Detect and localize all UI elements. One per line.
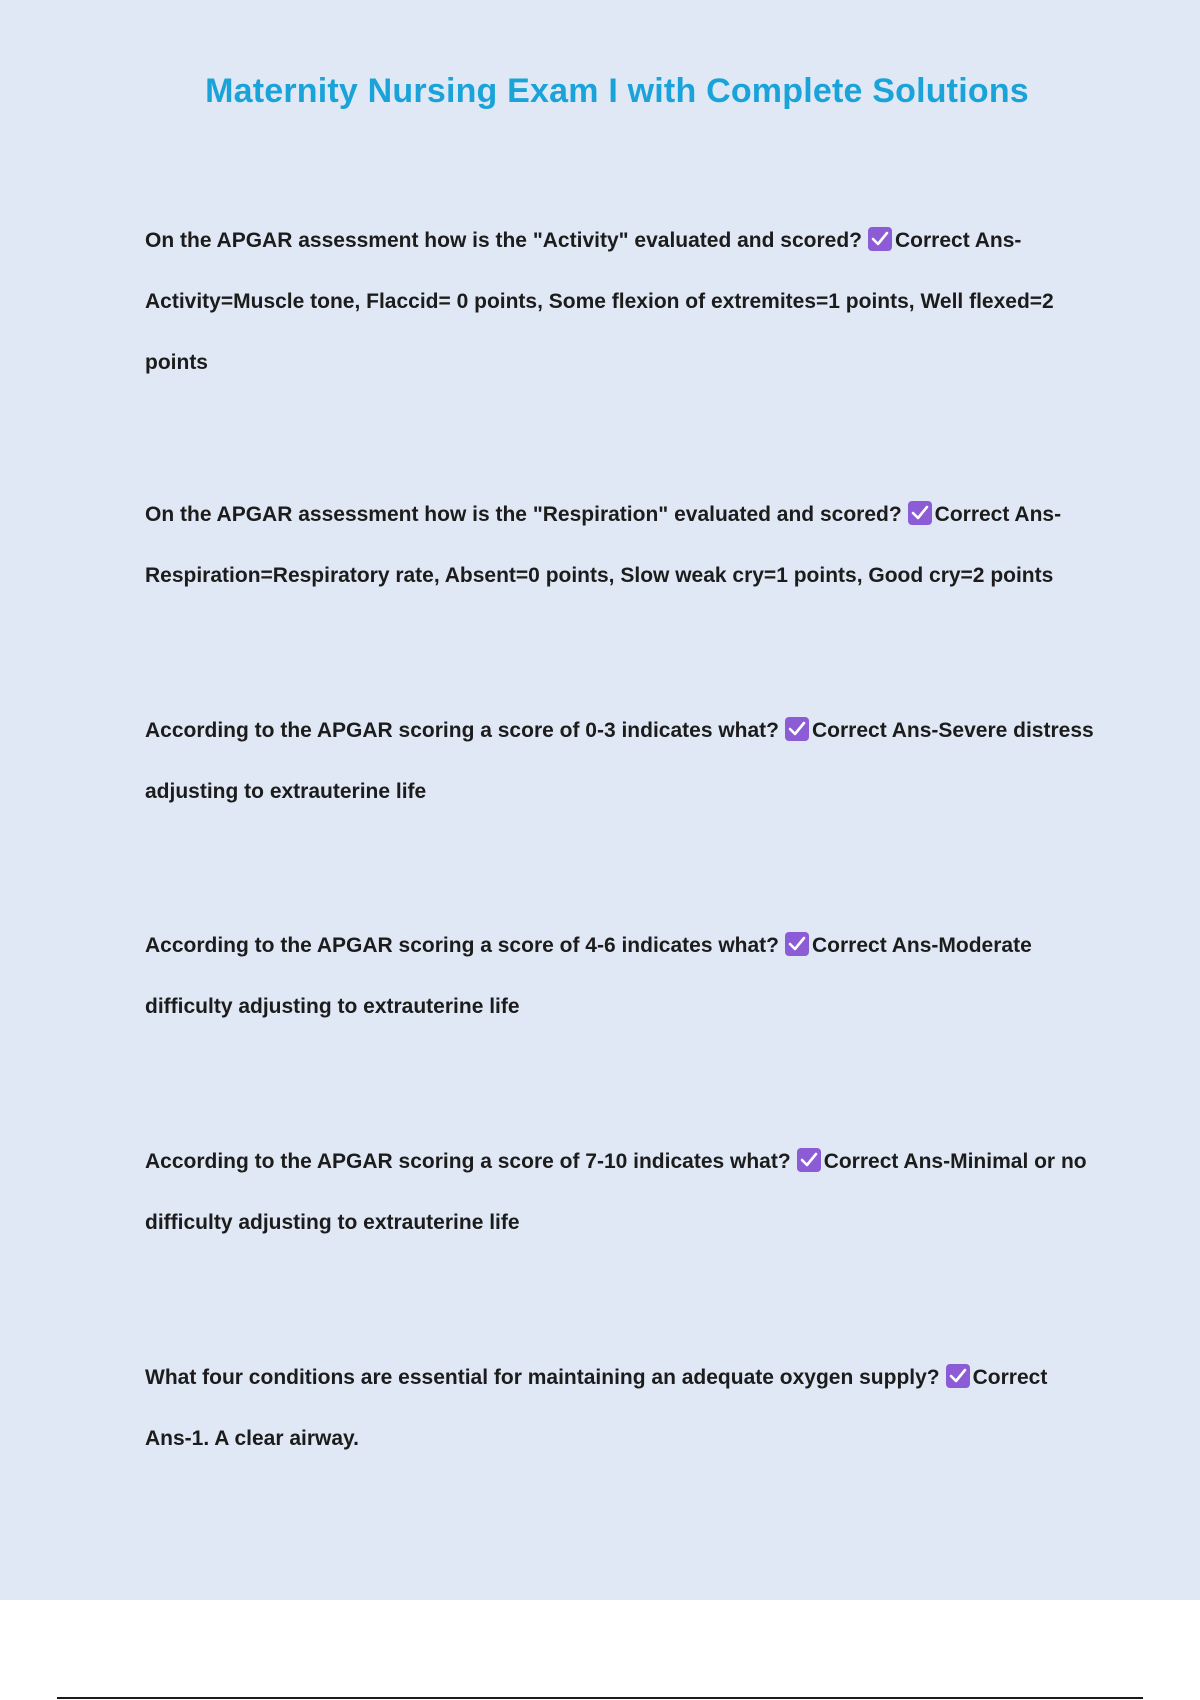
answer-text: Correct Ans-Respiration=Respiratory rate, Absent=0 points, Slow weak cry=1 points, Good cry=2 points	[145, 503, 1062, 587]
question-text: According to the APGAR scoring a score of 7-10 indicates what?	[145, 1150, 791, 1173]
check-box-icon	[946, 1364, 970, 1388]
qa-item	[145, 1131, 1095, 1253]
check-box-icon	[908, 501, 932, 525]
footer-divider	[57, 1697, 1143, 1699]
qa-item	[145, 210, 1095, 393]
question-text: On the APGAR assessment how is the "Respiration" evaluated and scored?	[145, 503, 902, 526]
answer-text: Correct Ans-Activity=Muscle tone, Flaccid= 0 points, Some flexion of extremites=1 points, Well flexed=2 points	[145, 229, 1054, 374]
check-box-icon	[797, 1148, 821, 1172]
answer-text: Correct Ans-1. A clear airway.	[145, 1366, 1048, 1450]
document-title: Maternity Nursing Exam I with Complete Solutions	[205, 72, 1029, 110]
answer-text: Correct Ans-Minimal or no difficulty adjusting to extrauterine life	[145, 1150, 1087, 1234]
qa-item	[145, 484, 1095, 606]
check-box-icon	[785, 932, 809, 956]
question-text: According to the APGAR scoring a score of 0-3 indicates what?	[145, 719, 779, 742]
check-box-icon	[868, 227, 892, 251]
question-text: What four conditions are essential for maintaining an adequate oxygen supply?	[145, 1366, 940, 1389]
question-text: According to the APGAR scoring a score of 4-6 indicates what?	[145, 934, 779, 957]
answer-text: Correct Ans-Moderate difficulty adjusting to extrauterine life	[145, 934, 1032, 1018]
answer-text: Correct Ans-Severe distress adjusting to extrauterine life	[145, 719, 1094, 803]
qa-item	[145, 700, 1095, 822]
check-box-icon	[785, 717, 809, 741]
qa-item	[145, 915, 1095, 1037]
question-text: On the APGAR assessment how is the "Activity" evaluated and scored?	[145, 229, 862, 252]
qa-item	[145, 1347, 1095, 1469]
